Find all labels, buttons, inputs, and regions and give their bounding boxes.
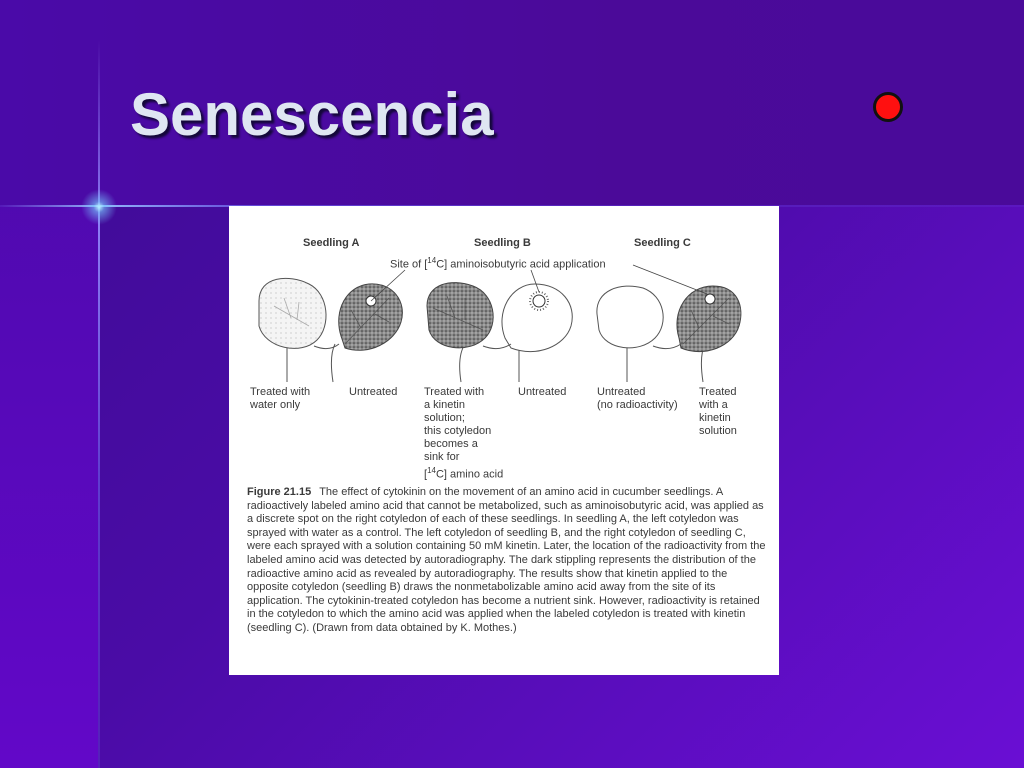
site-label-prefix: Site of [ [390,258,428,271]
slide-title: Senescencia [130,81,494,148]
label-b-left-superscript: 14 [427,466,436,475]
red-bullet-icon [873,92,903,122]
label-a-right: Untreated [349,386,398,398]
seedling-b [427,270,572,382]
seedling-b-title: Seedling B [474,237,531,249]
seedling-a [259,270,405,382]
figure-panel [229,206,779,675]
label-b-left-suffix: C] amino acid [435,468,504,481]
figure-number: Figure 21.15 [247,486,312,498]
site-label-superscript: 14 [427,256,437,265]
seedling-c [597,265,741,382]
caption-text: The effect of cytokinin on the movement of an amino acid in cucumber seedlings. A radioactively labeled amino acid that cannot be metabolized, such as aminoisobutyric acid, was applied as a discrete spot on the right cotyledon of each of these seedlings. In seedling A, the left cotyledon was sprayed with water as a control. The left cotyledon of seedling B, and the right cotyledon of seedling C, were each sprayed with a solution containing 50 mM kinetin. Later, the location of the radioactivity from the labeled amino acid was detected by autoradiography. The dark stippling represents the distribution of the radioactive amino acid as revealed by autoradiography. The results show that kinetin applied to the opposite cotyledon (seedling B) draws the nonmetabolizable amino acid away from the site of its application. The cytokinin-treated cotyledon has become a nutrient sink. However, radioactivity is retained in the cotyledon to which the amino acid was applied when the labeled cotyledon is treated with kinetin (seedling C). (Drawn from data obtained by K. Mothes.) [247,486,766,634]
label-b-right: Untreated [518,386,567,398]
figure-caption [247,486,767,636]
light-flare-decoration [78,186,120,228]
seedling-a-title: Seedling A [303,237,360,249]
label-c-left: Untreated (no radioactivity) [597,386,678,411]
label-c-right: Treated with a kinetin solution [699,386,737,437]
vertical-rule [98,40,100,768]
label-a-left: Treated with water only [250,386,311,411]
application-site-label [390,256,606,271]
site-label-suffix: C] aminoisobutyric acid application [436,258,606,271]
label-b-left: Treated with a kinetin solution; this cotyledon becomes a sink for [$^{14}$C] amino acid [424,386,504,481]
label-b-left-text: Treated with a kinetin solution; this cotyledon becomes a sink for [424,386,492,463]
seedling-c-title: Seedling C [634,237,691,249]
